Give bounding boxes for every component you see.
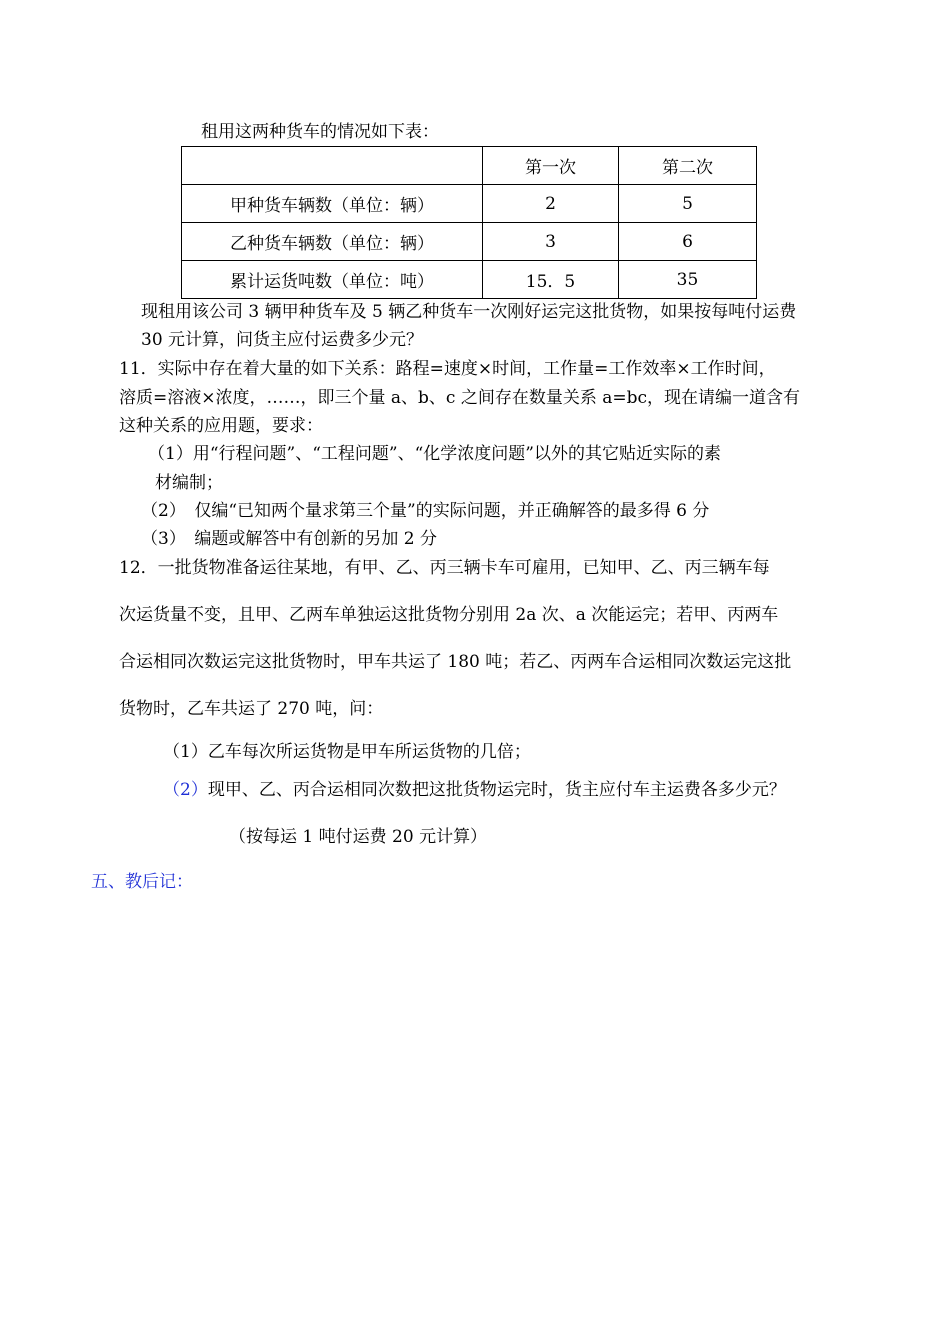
table-cell: 累计运货吨数（单位：吨） — [182, 261, 483, 299]
q12-note: （按每运 1 吨付运费 20 元计算） — [229, 827, 488, 847]
q10-line-1: 现租用该公司 3 辆甲种货车及 5 辆乙种货车一次刚好运完这批货物，如果按每吨付运费 — [141, 302, 797, 322]
q11-requirement-1-line-2: 材编制； — [155, 473, 223, 493]
table-cell: 15．5 — [483, 261, 619, 299]
q12-line-1: 12．一批货物准备运往某地，有甲、乙、丙三辆卡车可雇用，已知甲、乙、丙三辆车每 — [119, 558, 770, 578]
table-row — [182, 185, 757, 223]
q12-sub-question-2 — [163, 779, 786, 801]
q12-sub-question-2-text: 现甲、乙、丙合运相同次数把这批货物运完时，货主应付车主运费各多少元？ — [207, 780, 786, 800]
table-cell: 35 — [619, 261, 757, 299]
q11-requirement-3: （3） 编题或解答中有创新的另加 2 分 — [141, 529, 437, 549]
table-cell: 甲种货车辆数（单位：辆） — [182, 185, 483, 223]
table-cell: 3 — [483, 223, 619, 261]
q11-requirement-1-line-1: （1）用“行程问题”、“工程问题”、“化学浓度问题”以外的其它贴近实际的素 — [148, 444, 721, 464]
q10-line-2: 30 元计算，问货主应付运费多少元？ — [141, 330, 424, 350]
table-header-cell: 第二次 — [619, 147, 757, 185]
q11-line-2: 溶质=溶液×浓度，……，即三个量 a、b、c 之间存在数量关系 a=bc，现在请编一道含有 — [119, 388, 801, 408]
table-cell: 2 — [483, 185, 619, 223]
table-cell: 6 — [619, 223, 757, 261]
table-intro: 租用这两种货车的情况如下表： — [201, 122, 439, 142]
q12-line-4: 货物时，乙车共运了 270 吨，问： — [119, 699, 384, 719]
section-5-heading: 五、教后记： — [91, 872, 193, 892]
q12-line-2: 次运货量不变，且甲、乙两车单独运这批货物分别用 2a 次、a 次能运完；若甲、丙两车 — [119, 605, 779, 625]
table-header-cell — [182, 147, 483, 185]
truck-rental-table — [181, 146, 757, 299]
table-row — [182, 261, 757, 299]
table-cell: 乙种货车辆数（单位：辆） — [182, 223, 483, 261]
q11-line-1: 11．实际中存在着大量的如下关系：路程=速度×时间，工作量=工作效率×工作时间， — [119, 359, 776, 379]
q11-requirement-2: （2） 仅编“已知两个量求第三个量”的实际问题，并正确解答的最多得 6 分 — [141, 501, 710, 521]
q12-line-3: 合运相同次数运完这批货物时，甲车共运了 180 吨；若乙、丙两车合运相同次数运完这批 — [119, 652, 792, 672]
table-header-cell: 第一次 — [483, 147, 619, 185]
q12-sub-question-1: （1）乙车每次所运货物是甲车所运货物的几倍； — [163, 742, 531, 762]
q11-line-3: 这种关系的应用题，要求： — [119, 416, 323, 436]
table-row — [182, 223, 757, 261]
q12-sub-question-2-number: （2） — [163, 780, 208, 800]
table-cell: 5 — [619, 185, 757, 223]
table-header-row — [182, 147, 757, 185]
